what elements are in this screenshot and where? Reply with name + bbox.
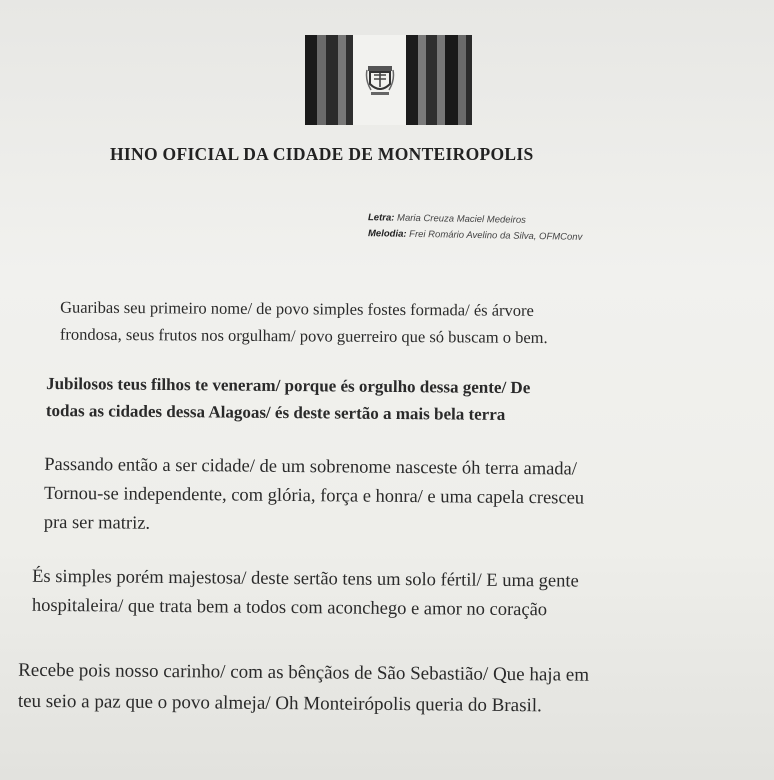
stanza-3 bbox=[44, 451, 774, 544]
stanza-line: Recebe pois nosso carinho/ com as bênçãos de São Sebastião/ Que haja em bbox=[18, 659, 590, 686]
melody-label: Melodia: bbox=[368, 228, 407, 240]
stanza-1 bbox=[60, 294, 750, 353]
flag-stripe bbox=[317, 35, 326, 125]
flag-stripe bbox=[418, 35, 426, 125]
flag-center bbox=[353, 35, 406, 125]
flag-stripe bbox=[346, 35, 353, 125]
stanza-4 bbox=[32, 563, 772, 627]
stanza-line: todas as cidades dessa Alagoas/ és deste sertão a mais bela terra bbox=[45, 400, 506, 424]
flag-stripe bbox=[458, 35, 466, 125]
flag-stripe bbox=[445, 35, 458, 125]
flag-stripe bbox=[437, 35, 445, 125]
flag-stripe bbox=[305, 35, 317, 125]
flag-stripe bbox=[406, 35, 418, 125]
melody-author: Frei Romário Avelino da Silva, OFMConv bbox=[409, 228, 583, 243]
flag-stripe bbox=[338, 35, 346, 125]
stanza-line: És simples porém majestosa/ deste sertão tens um solo fértil/ E uma gente bbox=[32, 566, 579, 592]
stanza-line: Tornou-se independente, com glória, força e honra/ e uma capela cresceu bbox=[43, 483, 585, 509]
anthem-title: HINO OFICIAL DA CIDADE DE MONTEIROPOLIS bbox=[110, 144, 534, 164]
stanza-line: Jubilosos teus filhos te veneram/ porque és orgulho dessa gente/ De bbox=[46, 373, 531, 398]
stanza-line: frondosa, seus frutos nos orgulham/ povo guerreiro que só buscam o bem. bbox=[59, 324, 548, 347]
lyrics-label: Letra: bbox=[368, 212, 395, 224]
stanza-2-chorus bbox=[46, 370, 746, 430]
flag-stripe bbox=[326, 35, 338, 125]
city-flag bbox=[305, 35, 472, 125]
stanza-line: hospitaleira/ que trata bem a todos com aconchego e amor no coração bbox=[31, 595, 548, 621]
anthem-credits bbox=[368, 210, 582, 246]
flag-stripe bbox=[466, 35, 472, 125]
melody-credit bbox=[368, 226, 582, 246]
lyrics-author: Maria Creuza Maciel Medeiros bbox=[397, 212, 526, 226]
stanza-5 bbox=[18, 655, 769, 724]
stanza-line: pra ser matriz. bbox=[43, 512, 151, 534]
flag-stripe bbox=[426, 35, 437, 125]
stanza-line: teu seio a paz que o povo almeja/ Oh Monteirópolis queria do Brasil. bbox=[17, 690, 542, 717]
coat-of-arms-icon bbox=[365, 62, 395, 98]
stanza-line: Guaribas seu primeiro nome/ de povo simples fostes formada/ és árvore bbox=[60, 297, 534, 320]
stanza-line: Passando então a ser cidade/ de um sobrenome nasceste óh terra amada/ bbox=[44, 454, 578, 480]
